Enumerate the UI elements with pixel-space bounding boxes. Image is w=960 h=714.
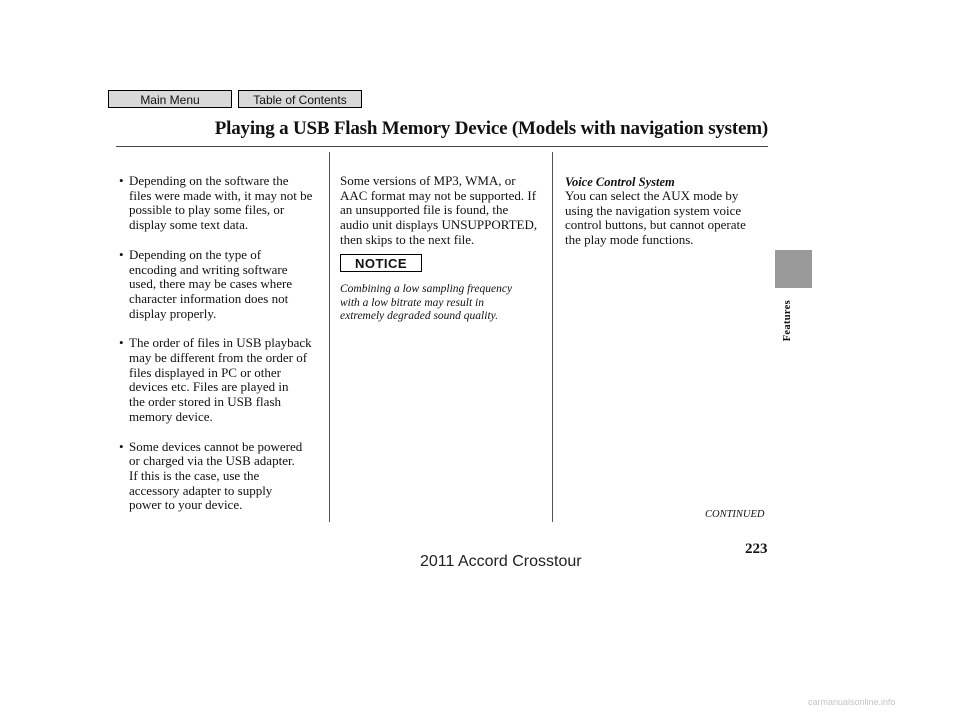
middle-column-paragraph: Some versions of MP3, WMA, or AAC format may not be supported. If an unsupported file is found, the audio unit displays UNSUPPORTED, then skips to the next file. — [340, 173, 538, 247]
bullet-text: The order of files in USB playback may be different from the order of files displayed in PC or other devices etc. Files are played in the order stored in USB flash memory device. — [129, 335, 312, 424]
section-tab-marker — [775, 250, 812, 288]
section-label: Features — [782, 300, 793, 342]
voice-control-subhead: Voice Control System — [565, 175, 675, 189]
left-column — [119, 174, 329, 528]
bullet-icon: • — [119, 335, 124, 351]
bullet-text: Some devices cannot be powered or charged via the USB adapter. If this is the case, use the accessory adapter to supply power to your device. — [129, 438, 303, 513]
bullet-icon: • — [119, 173, 124, 188]
title-divider — [116, 146, 768, 147]
table-of-contents-button[interactable]: Table of Contents — [238, 90, 362, 108]
list-item — [119, 174, 329, 233]
bullet-icon: • — [119, 246, 124, 262]
main-menu-button[interactable]: Main Menu — [108, 90, 232, 108]
watermark: carmanualsonline.info — [808, 697, 896, 707]
list-item — [119, 336, 329, 424]
column-divider-right — [552, 152, 553, 522]
list-item — [119, 248, 329, 322]
continued-label: CONTINUED — [705, 509, 765, 520]
page-number: 223 — [745, 541, 768, 557]
list-item — [119, 440, 329, 514]
right-column-paragraph: You can select the AUX mode by using the navigation system voice control buttons, but cannot operate the play mode functions. — [565, 188, 746, 248]
bullet-text: Depending on the software the files were made with, it may not be possible to play some files, or display some text data. — [129, 173, 313, 233]
notice-text: Combining a low sampling frequency with a low bitrate may result in extremely degraded sound quality. — [340, 283, 513, 322]
bullet-text: Depending on the type of encoding and writing software used, there may be cases where character information does not display properly. — [129, 246, 293, 321]
page-title: Playing a USB Flash Memory Device (Models with navigation system) — [214, 118, 768, 139]
footer-title: 2011 Accord Crosstour — [420, 553, 582, 570]
column-divider-left — [329, 152, 330, 522]
bullet-icon: • — [119, 438, 124, 454]
notice-badge: NOTICE — [340, 254, 422, 272]
